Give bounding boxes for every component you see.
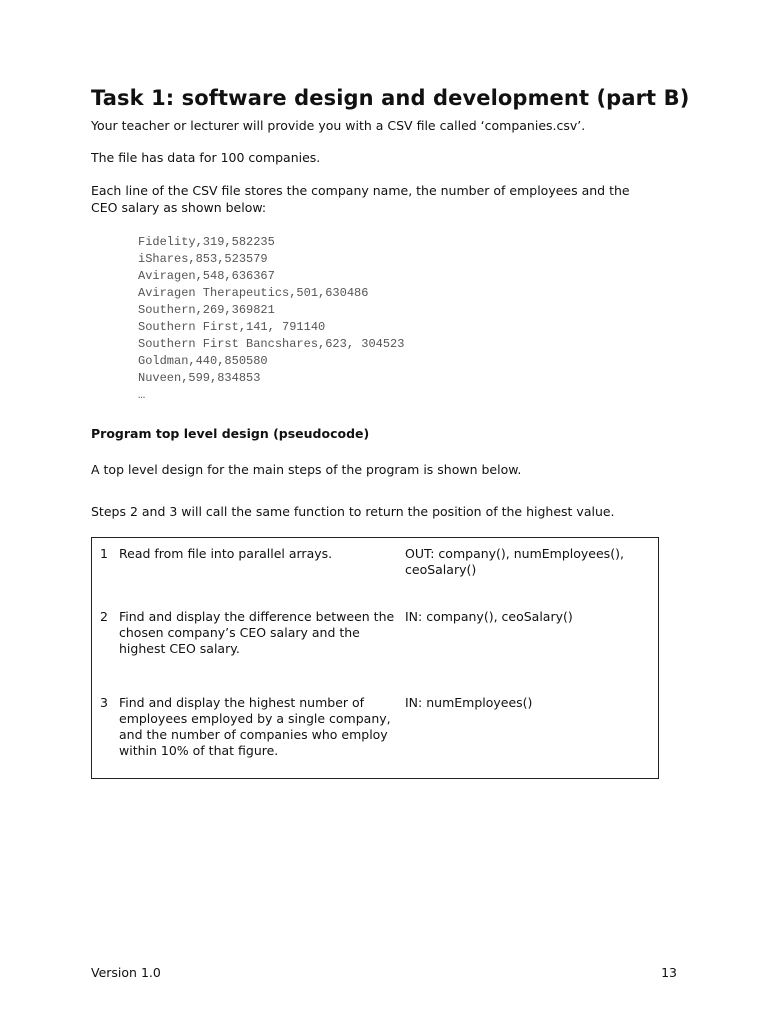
footer-version: Version 1.0 [91,965,161,980]
step-description: Read from file into parallel arrays. [119,546,333,561]
step-number: 1 [100,546,108,561]
steps-table [91,537,659,779]
file-info-paragraph: The file has data for 100 companies. [91,150,321,165]
csv-line: Fidelity,319,582235 [138,235,275,249]
page-title: Task 1: software design and development (part B) [91,86,690,110]
design-intro-paragraph: A top level design for the main steps of the program is shown below. [91,462,522,477]
step-number: 2 [100,609,108,624]
csv-line: Goldman,440,850580 [138,354,268,368]
csv-line-ellipsis: … [138,388,146,402]
csv-line: Nuveen,599,834853 [138,371,261,385]
csv-line: Southern,269,369821 [138,303,275,317]
step-description: Find and display the difference between the chosen company’s CEO salary and the highest CEO salary. [119,609,395,656]
step-number: 3 [100,695,108,710]
csv-sample-block [138,234,404,404]
csv-line: iShares,853,523579 [138,252,268,266]
intro-paragraph: Your teacher or lecturer will provide you with a CSV file called ‘companies.csv’. [91,118,586,133]
csv-line: Aviragen Therapeutics,501,630486 [138,286,369,300]
step-io: OUT: company(), numEmployees(), ceoSalary() [405,546,624,577]
design-heading: Program top level design (pseudocode) [91,426,370,441]
csv-line: Southern First,141, 791140 [138,320,326,334]
step-io: IN: numEmployees() [405,695,533,710]
step-io: IN: company(), ceoSalary() [405,609,573,624]
footer-page-number: 13 [661,965,677,980]
csv-description-paragraph: Each line of the CSV file stores the company name, the number of employees and the CEO salary as shown below: [91,183,630,215]
csv-line: Southern First Bancshares,623, 304523 [138,337,405,351]
step-description: Find and display the highest number of employees employed by a single company, and the number of companies who employ within 10% of that figure. [119,695,391,758]
design-note-paragraph: Steps 2 and 3 will call the same function to return the position of the highest value. [91,504,615,519]
csv-line: Aviragen,548,636367 [138,269,275,283]
